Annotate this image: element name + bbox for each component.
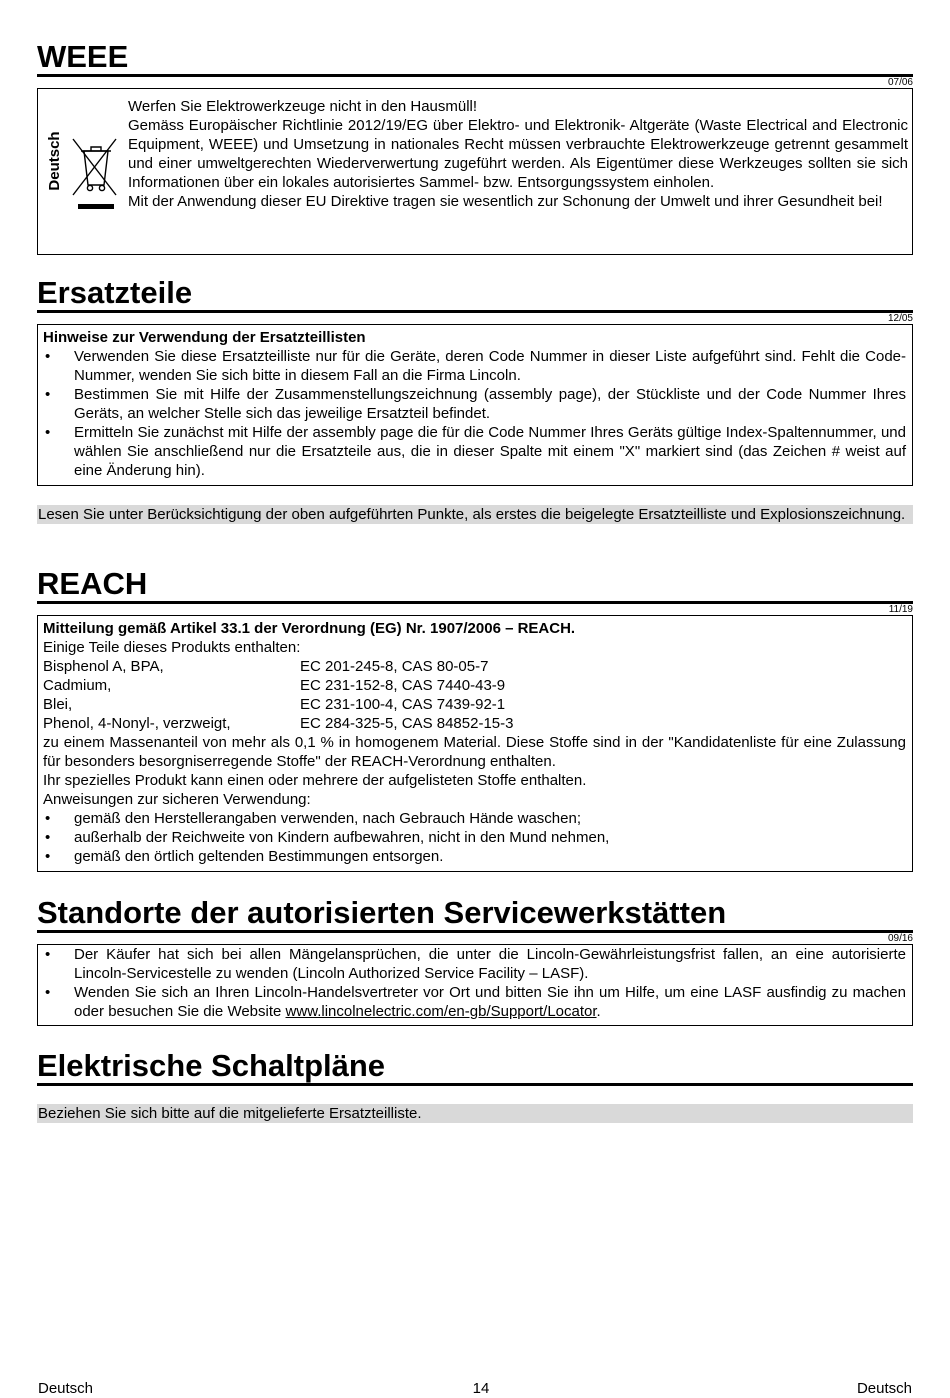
ersatzteile-heading: Hinweise zur Verwendung der Ersatzteillisten xyxy=(43,329,366,346)
list-item: • Verwenden Sie diese Ersatzteilliste nur für die Geräte, deren Code Nummer in dieser Liste aufgeführt sind. Fehlt die Code-Nummer, wenden Sie sich bitte in diesem Fall an die Firma Lincoln. xyxy=(43,347,906,385)
reach-text: zu einem Massenanteil von mehr als 0,1 % in homogenem Material. Diese Stoffe sind in der "Kandidatenliste für eine Zulassung für besonders besorgniserregende Stoffe" der REACH-Verordnung enthalten. xyxy=(43,734,906,770)
list-item: • Bestimmen Sie mit Hilfe der Zusammenstellungszeichnung (assembly page), der Stückliste und der Code Nummer Ihres Geräts, an welcher Stelle sich das jeweilige Ersatzteil befindet. xyxy=(43,385,906,423)
weee-paragraph: Gemäss Europäischer Richtlinie 2012/19/EG über Elektro- und Elektronik- Altgeräte (Waste Electrical and Electronic Equipment, WEEE) und Umsetzung in nationales Recht müssen verbrauchte Elektrowerkzeuge getrennt gesammelt und einer umweltgerechten Wiederverwertung zugeführt werden. Als Eigentümer diese Werkzeuges sollten sie sich Informationen über ein lokales autorisiertes Sammel- bzw. Entsorgungssystem einholen. xyxy=(128,117,908,191)
reach-text: Anweisungen zur sicheren Verwendung: xyxy=(43,791,311,808)
substance-row xyxy=(43,676,906,695)
schaltplaene-title: Elektrische Schaltpläne xyxy=(37,1048,386,1083)
ersatzteile-title-rule xyxy=(37,276,913,313)
service-code: 09/16 xyxy=(887,933,913,944)
substance-row xyxy=(43,657,906,676)
substance-ids: EC 231-100-4, CAS 7439-92-1 xyxy=(300,696,506,713)
schaltplaene-note: Beziehen Sie sich bitte auf die mitgelieferte Ersatzteilliste. xyxy=(37,1104,913,1123)
footer-left: Deutsch xyxy=(38,1380,94,1397)
reach-text: Ihr spezielles Produkt kann einen oder mehrere der aufgelisteten Stoffe enthalten. xyxy=(43,772,587,789)
locator-link[interactable]: www.lincolnelectric.com/en-gb/Support/Locator xyxy=(285,1003,597,1020)
weee-text xyxy=(128,97,908,211)
service-text: Wenden Sie sich an Ihren Lincoln-Handelsvertreter vor Ort und bitten Sie ihn um Hilfe, um eine LASF ausfindig zu machen oder besuchen Sie die Website xyxy=(74,984,906,1020)
list-item: • gemäß den örtlich geltenden Bestimmungen entsorgen. xyxy=(43,847,906,866)
substance-ids: EC 284-325-5, CAS 84852-15-3 xyxy=(300,715,514,732)
weee-section xyxy=(37,40,913,255)
ersatzteile-box xyxy=(37,324,913,486)
service-period: . xyxy=(596,1003,601,1020)
weee-title: WEEE xyxy=(37,39,129,74)
weee-code: 07/06 xyxy=(887,77,913,88)
reach-intro: Einige Teile dieses Produkts enthalten: xyxy=(43,639,301,656)
weee-side-label: Deutsch xyxy=(46,131,63,191)
service-box xyxy=(37,944,913,1026)
list-item: • Der Käufer hat sich bei allen Mängelansprüchen, die unter die Lincoln-Gewährleistungsfrist fallen, an eine autorisierte Lincoln-Servicestelle zu wenden (Lincoln Authorized Service Facility – LASF). xyxy=(43,945,906,983)
reach-box xyxy=(37,615,913,872)
ersatzteile-list xyxy=(43,347,906,480)
schaltplaene-section xyxy=(37,1049,913,1123)
ersatzteile-section xyxy=(37,276,913,524)
reach-title-rule xyxy=(37,567,913,604)
service-section xyxy=(37,896,913,1026)
ersatzteile-title: Ersatzteile xyxy=(37,275,193,310)
reach-heading: Mitteilung gemäß Artikel 33.1 der Verordnung (EG) Nr. 1907/2006 – REACH. xyxy=(43,620,576,637)
weee-paragraph: Mit der Anwendung dieser EU Direktive tragen sie wesentlich zur Schonung der Umwelt und ihrer Gesundheit bei! xyxy=(128,193,883,210)
substance-ids: EC 231-152-8, CAS 7440-43-9 xyxy=(300,677,506,694)
list-item: • außerhalb der Reichweite von Kindern aufbewahren, nicht in den Mund nehmen, xyxy=(43,828,906,847)
page-number: 14 xyxy=(472,1380,490,1397)
service-list xyxy=(43,945,906,1021)
substance-name: Blei, xyxy=(43,696,73,713)
weee-paragraph: Werfen Sie Elektrowerkzeuge nicht in den Hausmüll! xyxy=(128,98,478,115)
substance-name: Bisphenol A, BPA, xyxy=(43,658,164,675)
weee-box xyxy=(37,88,913,255)
substance-row xyxy=(43,695,906,714)
weee-title-rule xyxy=(37,40,913,77)
reach-title: REACH xyxy=(37,566,148,601)
ersatzteile-note: Lesen Sie unter Berücksichtigung der oben aufgeführten Punkte, als erstes die beigelegte Ersatzteilliste und Explosionszeichnung. xyxy=(37,505,913,524)
ersatzteile-code: 12/05 xyxy=(887,313,913,324)
crossed-out-wheelie-bin-icon xyxy=(68,131,120,211)
schaltplaene-title-rule xyxy=(37,1049,913,1086)
list-item: • gemäß den Herstellerangaben verwenden, nach Gebrauch Hände waschen; xyxy=(43,809,906,828)
service-title-rule xyxy=(37,896,913,933)
substance-ids: EC 201-245-8, CAS 80-05-7 xyxy=(300,658,489,675)
reach-list xyxy=(43,809,906,866)
substance-name: Cadmium, xyxy=(43,677,112,694)
service-title: Standorte der autorisierten Servicewerkstätten xyxy=(37,895,727,930)
reach-section xyxy=(37,567,913,872)
footer-right: Deutsch xyxy=(856,1380,912,1397)
substance-name: Phenol, 4-Nonyl-, verzweigt, xyxy=(43,715,231,732)
reach-code: 11/19 xyxy=(888,604,913,615)
list-item xyxy=(43,983,906,1021)
substance-row xyxy=(43,714,906,733)
list-item: • Ermitteln Sie zunächst mit Hilfe der assembly page die für die Code Nummer Ihres Geräts gültige Index-Spaltennummer, und wählen Sie anschließend nur die Ersatzteile aus, die in dieser Spalte mit einem "X" markiert sind (das Zeichen # weist auf eine Änderung hin). xyxy=(43,423,906,480)
